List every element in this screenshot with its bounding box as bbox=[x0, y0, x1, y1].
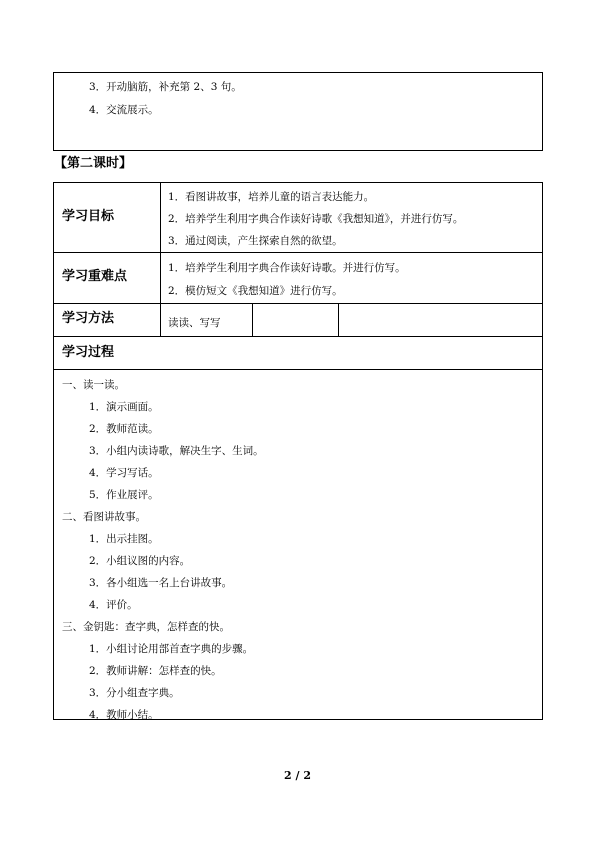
row-divider bbox=[53, 369, 543, 370]
process-line: 3．各小组选一名上台讲故事。 bbox=[89, 577, 233, 589]
methods-label: 学习方法 bbox=[62, 311, 115, 326]
process-line: 4．学习写话。 bbox=[89, 467, 159, 479]
process-line: 二、看图讲故事。 bbox=[62, 511, 146, 523]
process-line: 1．演示画面。 bbox=[89, 401, 159, 413]
key-point-item: 2．模仿短文《我想知道》进行仿写。 bbox=[168, 285, 343, 297]
process-line: 5．作业展评。 bbox=[89, 489, 159, 501]
process-line: 2．教师范读。 bbox=[89, 423, 159, 435]
row-divider bbox=[53, 303, 543, 304]
goal-item: 2．培养学生利用字典合作读好诗歌《我想知道》，并进行仿写。 bbox=[168, 213, 464, 225]
key-points-label: 学习重难点 bbox=[62, 269, 128, 284]
process-line: 4．评价。 bbox=[89, 599, 138, 611]
process-line: 一、读一读。 bbox=[62, 379, 125, 391]
top-item-3: 3．开动脑筋，补充第 2、3 句。 bbox=[89, 81, 242, 93]
goal-item: 1．看图讲故事，培养儿童的语言表达能力。 bbox=[168, 191, 375, 203]
process-line: 三、金钥匙：查字典，怎样查的快。 bbox=[62, 621, 230, 633]
goal-item: 3．通过阅读，产生探索自然的欲望。 bbox=[168, 235, 343, 247]
row-divider bbox=[53, 252, 543, 253]
col-divider bbox=[160, 182, 161, 336]
process-line: 3．分小组查字典。 bbox=[89, 687, 180, 699]
goals-label: 学习目标 bbox=[62, 209, 115, 224]
process-line: 3．小组内读诗歌，解决生字、生词。 bbox=[89, 445, 264, 457]
process-line: 2．小组议图的内容。 bbox=[89, 555, 191, 567]
page-number: 2 / 2 bbox=[284, 769, 311, 782]
process-line: 1．出示挂图。 bbox=[89, 533, 159, 545]
process-line: 2．教师讲解：怎样查的快。 bbox=[89, 665, 222, 677]
section-heading: 【第二课时】 bbox=[54, 156, 133, 171]
methods-value: 读读、写写 bbox=[168, 317, 221, 329]
process-label: 学习过程 bbox=[62, 345, 115, 360]
key-point-item: 1．培养学生利用字典合作读好诗歌。并进行仿写。 bbox=[168, 262, 406, 274]
process-line: 4．教师小结。 bbox=[89, 709, 159, 721]
col-divider bbox=[338, 303, 339, 336]
top-item-4: 4．交流展示。 bbox=[89, 104, 159, 116]
process-line: 1．小组讨论用部首查字典的步骤。 bbox=[89, 643, 254, 655]
row-divider bbox=[53, 336, 543, 337]
col-divider bbox=[252, 303, 253, 336]
